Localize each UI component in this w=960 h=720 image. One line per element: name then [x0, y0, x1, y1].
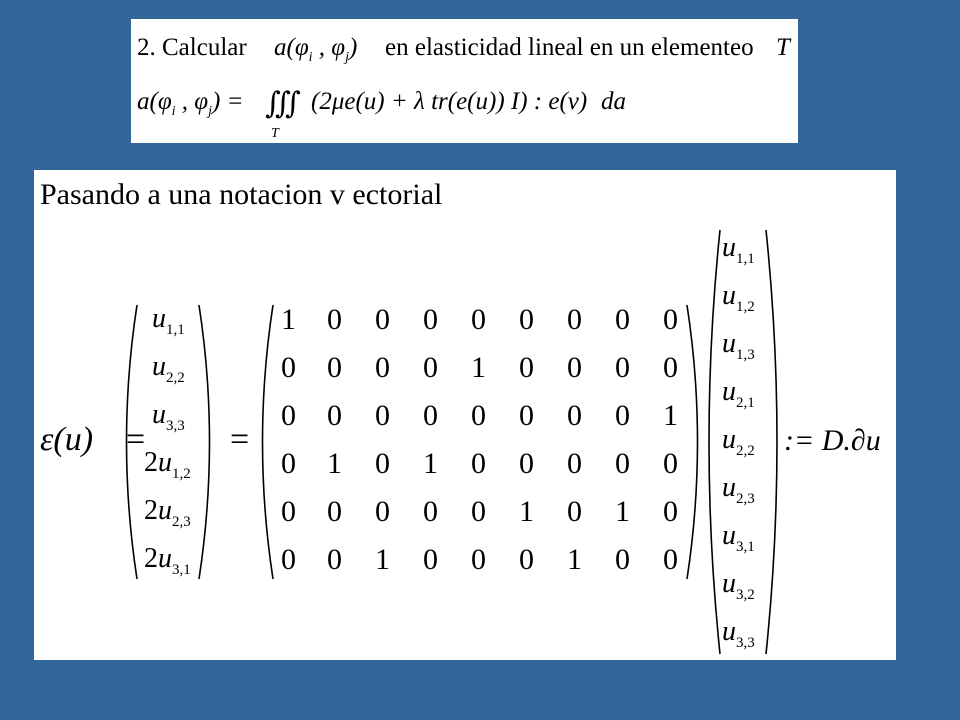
strain-entry: $2u_{1,2}$ [144, 447, 191, 482]
problem-number: 2. [137, 34, 156, 61]
matrix-entry: 0 [281, 543, 296, 576]
matrix-entry: 0 [375, 303, 390, 336]
grad-entry: $u_{3,1}$ [722, 520, 755, 555]
matrix-entry: 0 [519, 543, 534, 576]
matrix-entry: 0 [519, 447, 534, 480]
matrix-entry: 0 [471, 447, 486, 480]
vector-notation-svg [34, 170, 896, 660]
grad-entry: $u_{2,2}$ [722, 424, 755, 459]
strain-vector-right-paren [199, 305, 210, 579]
grad-vector-left-paren [709, 230, 720, 654]
grad-entry: $u_{3,3}$ [722, 616, 755, 651]
grad-entry: $u_{1,3}$ [722, 328, 755, 363]
grad-vector-right-paren [766, 230, 777, 654]
strain-entry: $u_{3,3}$ [152, 399, 185, 434]
strain-entry: $2u_{2,3}$ [144, 495, 191, 530]
svg-text:2. Calcular [137, 34, 247, 61]
matrix-entry: 0 [519, 351, 534, 384]
strain-entry: $u_{2,2}$ [152, 351, 185, 386]
equals-sign-1: = [126, 421, 146, 458]
matrix-entry: 1 [615, 495, 630, 528]
matrix-entry: 0 [615, 399, 630, 432]
matrix-entry: 1 [423, 447, 438, 480]
matrix-entry: 0 [327, 495, 342, 528]
matrix-entry: 0 [375, 447, 390, 480]
matrix-entry: 0 [281, 495, 296, 528]
matrix-entry: 0 [281, 447, 296, 480]
displacement-gradient-vector [722, 232, 755, 651]
triple-integral-symbol: ∭ [265, 87, 301, 120]
matrix-entry: 0 [663, 543, 678, 576]
strain-symbol: ε(u) [40, 421, 94, 458]
matrix-entry: 0 [327, 399, 342, 432]
matrix-entry: 0 [615, 303, 630, 336]
matrix-entry: 1 [471, 351, 486, 384]
formula-lhs: $a(\varphi_i$ , $\varphi_j$) = [137, 88, 244, 119]
matrix-entry: 0 [423, 399, 438, 432]
matrix-entry: 0 [663, 495, 678, 528]
problem-statement-box [131, 19, 798, 143]
problem-statement-svg [131, 19, 798, 143]
matrix-entry: 0 [663, 447, 678, 480]
strain-entry: $2u_{3,1}$ [144, 543, 191, 578]
section-heading: Pasando a una notacion v ectorial [40, 178, 443, 211]
grad-entry: $u_{2,1}$ [722, 376, 755, 411]
matrix-entry: 0 [615, 447, 630, 480]
matrix-entry: 0 [471, 303, 486, 336]
matrix-entry: 0 [519, 303, 534, 336]
matrix-entry: 0 [375, 351, 390, 384]
matrix-entry: 0 [375, 495, 390, 528]
integrand: (2μe(u) + λ tr(e(u)) I) : e(v) [311, 88, 588, 115]
d-matrix [281, 303, 678, 576]
matrix-entry: 0 [281, 351, 296, 384]
grad-entry: $u_{3,2}$ [722, 568, 755, 603]
matrix-entry: 0 [471, 543, 486, 576]
grad-entry: $u_{1,2}$ [722, 280, 755, 315]
matrix-entry: 0 [375, 399, 390, 432]
matrix-entry: 0 [615, 351, 630, 384]
matrix-entry: 0 [663, 303, 678, 336]
matrix-entry: 0 [327, 351, 342, 384]
matrix-entry: 0 [663, 351, 678, 384]
grad-entry: $u_{1,1}$ [722, 232, 755, 267]
definition: := D.∂u [784, 424, 881, 457]
matrix-entry: 1 [567, 543, 582, 576]
matrix-entry: 0 [567, 303, 582, 336]
strain-vector [144, 303, 191, 578]
matrix-entry: 0 [281, 399, 296, 432]
problem-context: en elasticidad lineal en un elementeo [385, 34, 754, 61]
matrix-entry: 0 [423, 351, 438, 384]
element-symbol: T [776, 34, 790, 61]
matrix-entry: 0 [423, 495, 438, 528]
matrix-right-paren [687, 305, 698, 579]
matrix-left-paren [263, 305, 274, 579]
strain-entry: $u_{1,1}$ [152, 303, 185, 338]
matrix-entry: 1 [663, 399, 678, 432]
matrix-entry: 0 [471, 495, 486, 528]
matrix-entry: 0 [567, 399, 582, 432]
problem-verb: Calcular [162, 34, 247, 61]
matrix-entry: 0 [327, 543, 342, 576]
matrix-entry: 1 [375, 543, 390, 576]
matrix-entry: 0 [471, 399, 486, 432]
integral-measure: da [601, 88, 626, 115]
matrix-entry: 0 [519, 399, 534, 432]
matrix-entry: 1 [327, 447, 342, 480]
grad-entry: $u_{2,3}$ [722, 472, 755, 507]
matrix-entry: 0 [567, 447, 582, 480]
equals-sign-2: = [230, 421, 250, 458]
matrix-entry: 0 [423, 303, 438, 336]
matrix-entry: 0 [567, 351, 582, 384]
matrix-entry: 0 [567, 495, 582, 528]
matrix-entry: 0 [423, 543, 438, 576]
matrix-entry: 0 [615, 543, 630, 576]
matrix-entry: 1 [519, 495, 534, 528]
bilinear-form: $a(\varphi_i$ , $\varphi_j$) [274, 34, 358, 65]
integral-domain: T [271, 126, 279, 141]
matrix-entry: 1 [281, 303, 296, 336]
vector-notation-box [34, 170, 896, 660]
matrix-entry: 0 [327, 303, 342, 336]
